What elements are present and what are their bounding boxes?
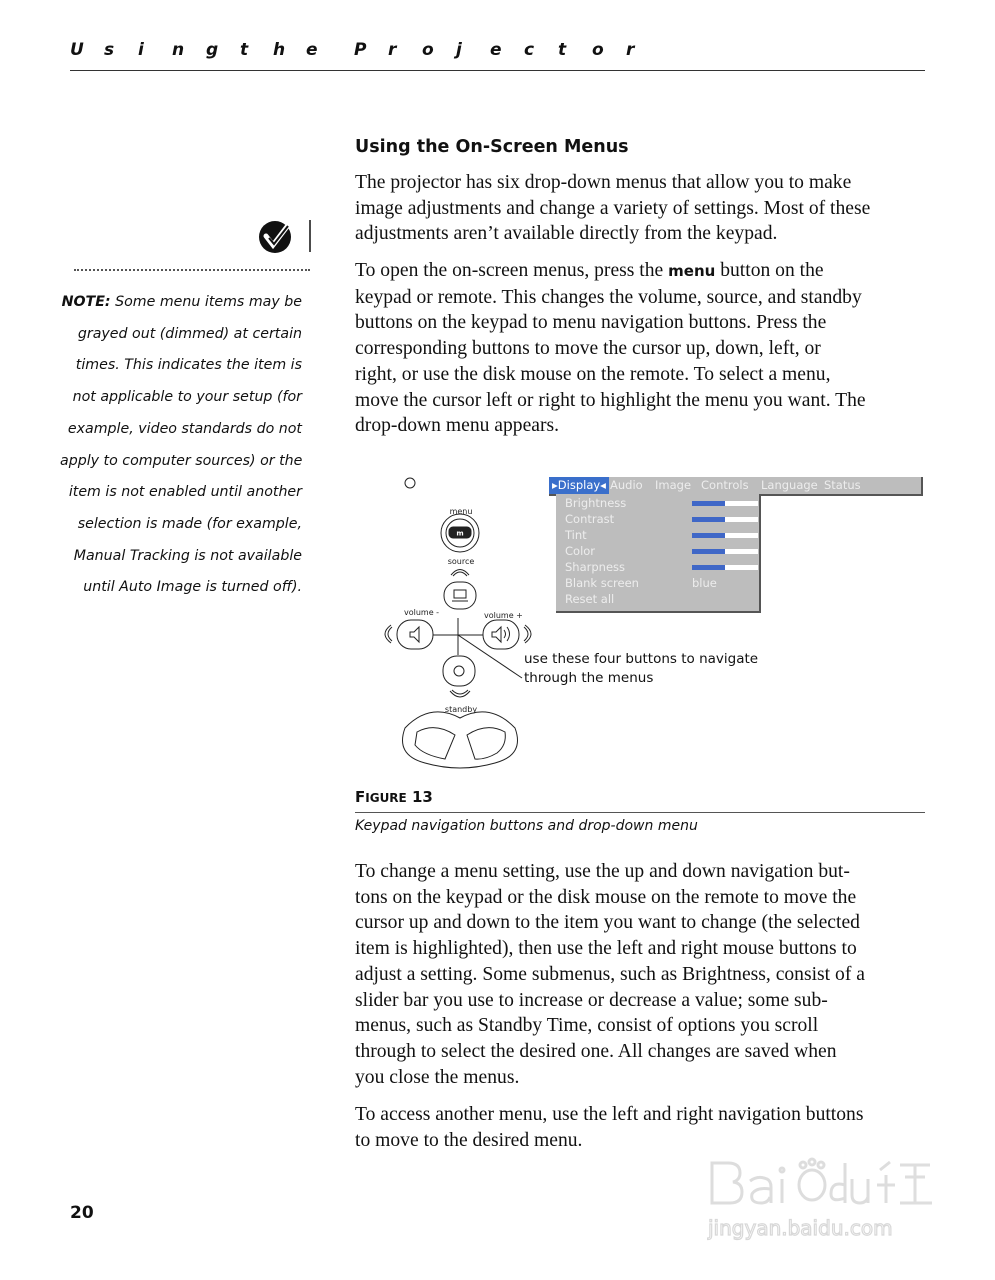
text-line: slider bar you use to increase or decrease a value; some sub- [355,989,828,1011]
indicator-light-icon [405,478,415,488]
menu-item-brightness[interactable]: Brightness [565,496,626,512]
tint-slider[interactable] [692,533,758,538]
text-line: cursor up and down to the item you want to change (the selected [355,912,860,934]
text-line: The projector has six drop-down menus that allow you to make [355,172,852,193]
svg-text:m: m [456,529,464,538]
text-line: right, or use the disk mouse on the remote. To select a menu, [355,363,831,385]
paragraph-change-setting [355,859,930,1090]
note-line: grayed out (dimmed) at certain [77,325,302,342]
text-line: To open the on-screen menus, press the menu button on the [355,260,824,281]
note-line: Manual Tracking is not available [73,547,302,564]
keypad-label-menu: menu [449,507,473,516]
text-line: move the cursor left or right to highlight the menu you want. The [355,389,866,411]
baidu-jingyan-watermark [700,1145,940,1245]
figure-caption: Keypad navigation buttons and drop-down menu [355,818,698,834]
figure-13 [375,470,935,770]
color-slider[interactable] [692,549,758,554]
text-line: you close the menus. [355,1066,520,1088]
text-line: image adjustments and change a variety of settings. Most of these [355,197,871,219]
keypad-label-source: source [447,557,475,566]
standby-button [443,656,475,686]
volume-down-button [397,620,433,649]
text-line: item is highlighted), then use the left and right mouse buttons to [355,938,857,960]
note-dotted-divider [74,269,310,271]
power-icon [454,666,464,676]
note-line: NOTE: Some menu items may be [61,294,302,310]
note-line: example, video standards do not [67,420,302,437]
brightness-slider[interactable] [692,501,758,506]
blank-screen-value: blue [692,576,717,590]
note-line: item is not enabled until another [68,484,302,501]
menu-item-contrast[interactable]: Contrast [565,512,614,528]
note-line: selection is made (for example, [77,515,302,532]
section-heading: Using the On-Screen Menus [355,137,629,157]
menu-item-reset-all[interactable]: Reset all [565,592,615,606]
menu-item-sharpness[interactable]: Sharpness [565,560,625,576]
note-line: not applicable to your setup (for [72,389,302,406]
note-label: NOTE: [61,294,111,310]
menu-tab-image[interactable]: Image [655,478,692,492]
menu-item-blank-screen[interactable]: Blank screen blue [565,576,717,590]
text-line: drop-down menu appears. [355,415,560,437]
callout-pointer [458,635,522,678]
text-line: corresponding buttons to move the cursor up, down, left, or [355,338,821,360]
keypad-label-volume-plus: volume + [484,611,523,620]
disk-mouse-outline [403,712,518,768]
text-line: through to select the desired one. All changes are saved when [355,1040,837,1062]
contrast-slider[interactable] [692,517,758,522]
text-line: tons on the keypad or the disk mouse on the remote to move the [355,886,857,908]
page-number: 20 [70,1203,94,1223]
text-line: keypad or remote. This changes the volume, source, and standby [355,286,862,308]
menu-tab-display[interactable]: ▸Display◂ [549,477,609,494]
paragraph-intro [355,170,930,247]
display-dropdown-menu [556,494,761,613]
left-mouse-button [415,728,455,759]
menu-tab-controls[interactable]: Controls [701,478,749,492]
note-line: times. This indicates the item is [75,357,302,374]
note-line: until Auto Image is turned off). [83,579,302,596]
menu-key-label: menu [668,262,716,280]
source-button [444,582,476,609]
text-line: buttons on the keypad to menu navigation buttons. Press the [355,312,827,334]
figure-label: FIGURE 13 [355,788,433,806]
speaker-icon [410,627,419,642]
computer-icon [454,590,466,598]
menu-item-color[interactable]: Color [565,544,595,560]
right-mouse-button [467,728,505,759]
figure-callout: use these four buttons to navigate through the menus [524,651,759,686]
sharpness-slider[interactable] [692,565,758,570]
speaker-loud-icon [492,627,501,642]
menu-tab-audio[interactable]: Audio [610,478,643,492]
svg-text:jingyan.baidu.com: jingyan.baidu.com [708,1216,893,1240]
text-line: To change a menu setting, use the up and down navigation but- [355,861,850,882]
paragraph-open-menus [355,258,930,439]
note-checkmark-icon [258,218,314,256]
keypad-illustration [375,470,555,770]
note-line: apply to computer sources) or the [60,452,303,469]
figure-rule [355,812,925,813]
text-line: To access another menu, use the left and right navigation buttons [355,1104,864,1125]
text-line: menus, such as Standby Time, consist of options you scroll [355,1015,819,1037]
menu-tab-status[interactable]: Status [824,478,861,492]
keypad-label-standby: standby [444,705,478,714]
menu-tab-language[interactable]: Language [761,478,818,492]
header-rule [70,70,925,71]
menu-item-tint[interactable]: Tint [565,528,587,544]
text-line: to move to the desired menu. [355,1129,583,1151]
text-line: adjustments aren’t available directly from the keypad. [355,223,778,245]
text-line: adjust a setting. Some submenus, such as Brightness, consist of a [355,963,865,985]
keypad-label-volume-minus: volume - [404,608,440,617]
sidebar-note [60,287,302,604]
